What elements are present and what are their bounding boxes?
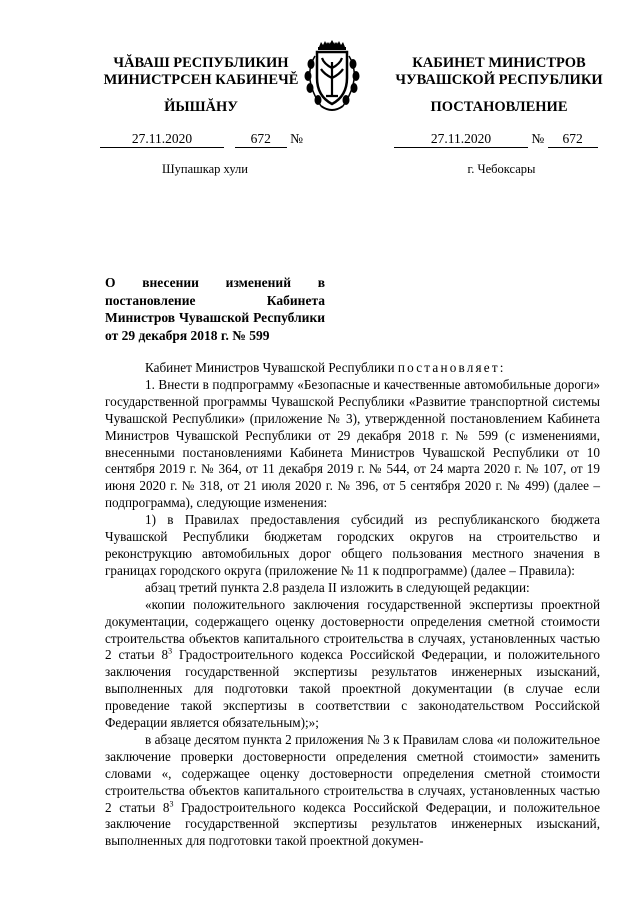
right-date-number <box>394 131 609 148</box>
left-date-number <box>100 131 315 148</box>
document-body <box>105 360 600 850</box>
left-org-line1: ЧĂВАШ РЕСПУБЛИКИН <box>113 55 289 71</box>
right-org-line2: ЧУВАШСКОЙ РЕСПУБЛИКИ <box>395 72 603 88</box>
left-number: 672 <box>235 131 287 148</box>
left-doc-type: ЙЫШĂНУ <box>164 99 238 115</box>
paragraph-1: 1. Внести в подпрограмму «Безопасные и качественные автомобильные дороги» государственной программы Чувашской Республики «Развитие транспортной системы Чувашской Республики» (приложение № 3), утвержденной постановлением Кабинета Министров Чувашской Республики от 29 декабря 2018 г. № 599 (с изменениями, внесенными постановлениями Кабинета Министров Чувашской Республики от 10 сентября 2019 г. № 364, от 11 декабря 2019 г. № 544, от 24 марта 2020 г. № 107, от 19 июня 2020 г. № 318, от 21 июля 2020 г. № 396, от 5 сентября 2020 г. № 499) (далее – подпрограмма), следующие изменения: <box>105 376 600 511</box>
intro-verb: постановляет: <box>397 360 506 375</box>
paragraph-5 <box>105 732 600 850</box>
left-number-sign: № <box>290 131 304 146</box>
right-org-name <box>390 55 608 89</box>
paragraph-4-part-a: «копии положительного заключения государственной экспертизы проектной документации, содержащего оценку достоверности определения сметной стоимости строительства объектов капитального строительства в случаях, установленных частью 2 статьи 8 <box>105 596 600 663</box>
left-org-name <box>92 55 310 89</box>
right-date: 27.11.2020 <box>394 131 528 148</box>
left-place: Шупашкар хули <box>162 162 248 176</box>
left-org-line2: МИНИСТРСЕН КАБИНЕЧĔ <box>103 72 299 88</box>
right-number: 672 <box>548 131 598 148</box>
coat-of-arms-icon <box>297 38 367 116</box>
right-number-sign: № <box>531 131 545 146</box>
paragraph-5-part-b: Градостроительного кодекса Российской Федерации, и положительное заключение государственной экспертизы результатов инженерных изысканий, выполненных для подготовки такой проектной докумен- <box>105 799 600 849</box>
right-org-line1: КАБИНЕТ МИНИСТРОВ <box>412 55 586 71</box>
paragraph-4 <box>105 597 600 732</box>
paragraph-3: абзац третий пункта 2.8 раздела II изложить в следующей редакции: <box>145 579 530 595</box>
paragraph-5-part-a: в абзаце десятом пункта 2 приложения № 3 к Правилам слова «и положительное заключение проверки достоверности определения сметной стоимости» заменить словами «, содержащее оценку достоверности определения сметной стоимости строительства объектов капитального строительства в случаях, установленных частью 2 статьи 8 <box>105 731 600 815</box>
document-heading: О внесении изменений в постановление Кабинета Министров Чувашской Республики от 29 декабря 2018 г. № 599 <box>105 275 325 343</box>
right-doc-type: ПОСТАНОВЛЕНИЕ <box>430 99 568 115</box>
superscript: 3 <box>169 799 174 809</box>
superscript: 3 <box>168 647 173 657</box>
paragraph-4-part-b: Градостроительного кодекса Российской Федерации, и положительного заключения государственной экспертизы результатов инженерных изысканий, выполненных для подготовки такой проектной документации (в случае если проведение такой экспертизы в соответствии с законодательством Российской Федерации является обязательным);»; <box>105 647 601 731</box>
left-date: 27.11.2020 <box>100 131 224 148</box>
paragraph-2: 1) в Правилах предоставления субсидий из республиканского бюджета Чувашской Республики бюджетам городских округов на строительство и реконструкцию автомобильных дорог общего пользования местного значения в границах городского округа (приложение № 11 к подпрограмме) (далее – Правила): <box>105 512 600 578</box>
right-place: г. Чебоксары <box>467 162 536 176</box>
intro-text: Кабинет Министров Чувашской Республики <box>145 360 395 375</box>
intro-paragraph <box>105 360 600 377</box>
